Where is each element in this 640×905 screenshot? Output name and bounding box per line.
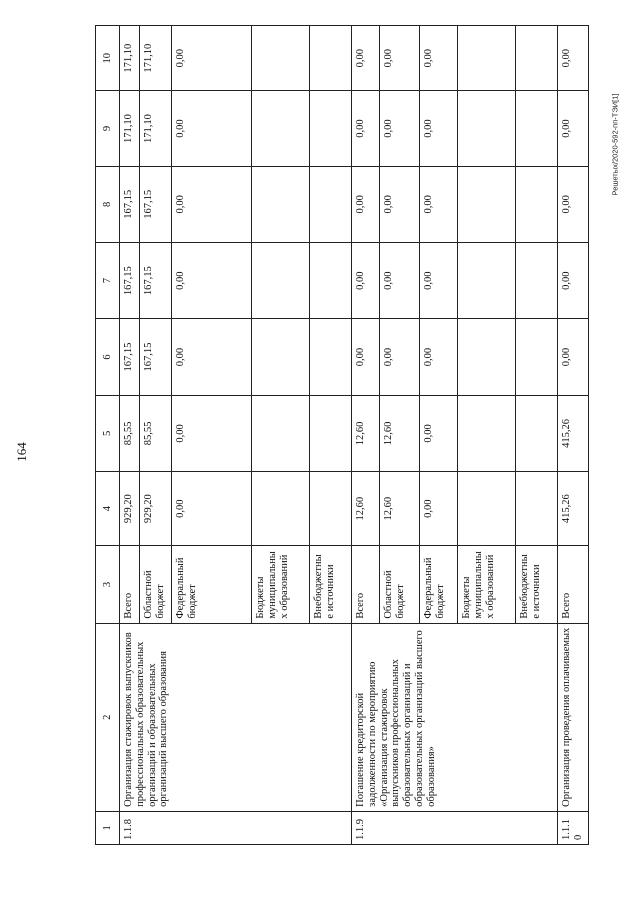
funding-source: Областной бюджет — [140, 546, 172, 623]
header-cell: 9 — [96, 91, 120, 166]
value-cell — [458, 472, 516, 546]
value-cell: 0,00 — [558, 91, 589, 166]
budget-table — [95, 25, 589, 845]
funding-source: Внебюджетные источники — [310, 546, 352, 623]
value-cell: 85,55 — [120, 395, 140, 471]
value-cell: 0,00 — [420, 91, 458, 166]
value-cell: 0,00 — [352, 319, 380, 395]
value-cell — [458, 395, 516, 471]
value-cell: 0,00 — [352, 91, 380, 166]
value-cell: 929,20 — [140, 472, 172, 546]
funding-source: Всего — [120, 546, 140, 623]
value-cell: 171,10 — [120, 26, 140, 91]
funding-source: Внебюджетные источники — [516, 546, 558, 623]
value-cell: 0,00 — [172, 472, 252, 546]
value-cell: 0,00 — [380, 91, 420, 166]
value-cell: 171,10 — [140, 26, 172, 91]
value-cell: 415,26 — [558, 395, 589, 471]
value-cell: 0,00 — [172, 242, 252, 318]
funding-source: Федеральный бюджет — [172, 546, 252, 623]
value-cell — [252, 242, 310, 318]
value-cell: 12,60 — [352, 395, 380, 471]
value-cell: 167,15 — [120, 319, 140, 395]
header-cell: 2 — [96, 623, 120, 811]
item-name: Организация проведения оплачиваемых — [558, 623, 589, 811]
value-cell: 0,00 — [352, 166, 380, 242]
value-cell: 0,00 — [172, 91, 252, 166]
value-cell — [516, 26, 558, 91]
value-cell: 167,15 — [140, 242, 172, 318]
funding-source: Всего — [558, 546, 589, 623]
value-cell — [516, 395, 558, 471]
value-cell — [310, 91, 352, 166]
value-cell — [310, 319, 352, 395]
value-cell — [310, 472, 352, 546]
item-number: 1.1.8 — [120, 811, 352, 844]
value-cell: 0,00 — [420, 166, 458, 242]
value-cell: 171,10 — [140, 91, 172, 166]
item-number: 1.1.10 — [558, 811, 589, 844]
value-cell: 0,00 — [172, 26, 252, 91]
value-cell: 167,15 — [140, 319, 172, 395]
value-cell — [516, 242, 558, 318]
item-name: Организация стажировок выпускников профессиональных образовательных организаций и образовательных организаций высшего образования — [120, 623, 352, 811]
value-cell: 929,20 — [120, 472, 140, 546]
value-cell — [252, 91, 310, 166]
value-cell: 167,15 — [120, 242, 140, 318]
value-cell: 0,00 — [352, 26, 380, 91]
value-cell: 12,60 — [380, 395, 420, 471]
value-cell — [516, 166, 558, 242]
value-cell: 0,00 — [420, 472, 458, 546]
value-cell: 0,00 — [172, 166, 252, 242]
table-row — [352, 26, 380, 845]
value-cell — [458, 26, 516, 91]
value-cell — [516, 319, 558, 395]
funding-source: Областной бюджет — [380, 546, 420, 623]
value-cell: 0,00 — [352, 242, 380, 318]
value-cell: 167,15 — [120, 166, 140, 242]
header-cell: 7 — [96, 242, 120, 318]
value-cell: 0,00 — [558, 26, 589, 91]
funding-source: Федеральный бюджет — [420, 546, 458, 623]
page-number: 164 — [14, 442, 29, 462]
value-cell — [310, 395, 352, 471]
header-cell: 4 — [96, 472, 120, 546]
header-cell: 5 — [96, 395, 120, 471]
table-row — [120, 26, 140, 845]
table-row — [558, 26, 589, 845]
funding-source: Бюджеты муниципальных образований — [252, 546, 310, 623]
header-cell: 1 — [96, 811, 120, 844]
value-cell — [252, 395, 310, 471]
value-cell: 171,10 — [120, 91, 140, 166]
value-cell: 85,55 — [140, 395, 172, 471]
value-cell: 12,60 — [352, 472, 380, 546]
item-number: 1.1.9 — [352, 811, 558, 844]
header-row — [96, 26, 120, 845]
value-cell: 0,00 — [172, 319, 252, 395]
funding-source: Всего — [352, 546, 380, 623]
value-cell: 0,00 — [420, 26, 458, 91]
value-cell: 0,00 — [380, 242, 420, 318]
value-cell — [516, 91, 558, 166]
header-cell: 6 — [96, 319, 120, 395]
value-cell: 0,00 — [558, 319, 589, 395]
value-cell: 12,60 — [380, 472, 420, 546]
value-cell — [458, 166, 516, 242]
value-cell: 0,00 — [420, 319, 458, 395]
value-cell — [252, 472, 310, 546]
value-cell: 415,26 — [558, 472, 589, 546]
value-cell — [458, 242, 516, 318]
value-cell — [310, 166, 352, 242]
value-cell — [310, 242, 352, 318]
value-cell — [458, 319, 516, 395]
value-cell — [252, 26, 310, 91]
value-cell — [310, 26, 352, 91]
value-cell: 167,15 — [140, 166, 172, 242]
header-cell: 10 — [96, 26, 120, 91]
header-cell: 3 — [96, 546, 120, 623]
item-name: Погашение кредиторской задолженности по мероприятию «Организация стажировок выпускников профессиональных образовательных организаций и образовательных организаций высшего образования» — [352, 623, 558, 811]
value-cell: 0,00 — [380, 319, 420, 395]
value-cell — [252, 319, 310, 395]
value-cell — [458, 91, 516, 166]
value-cell: 0,00 — [420, 395, 458, 471]
rotated-table-container — [95, 25, 595, 845]
value-cell: 0,00 — [380, 166, 420, 242]
value-cell: 0,00 — [380, 26, 420, 91]
funding-source: Бюджеты муниципальных образований — [458, 546, 516, 623]
value-cell: 0,00 — [558, 242, 589, 318]
value-cell: 0,00 — [558, 166, 589, 242]
value-cell: 0,00 — [172, 395, 252, 471]
value-cell — [516, 472, 558, 546]
value-cell: 0,00 — [420, 242, 458, 318]
header-cell: 8 — [96, 166, 120, 242]
value-cell — [252, 166, 310, 242]
document-reference: Решетых/2020-592-пп-ТЭИ[1] — [610, 93, 620, 196]
